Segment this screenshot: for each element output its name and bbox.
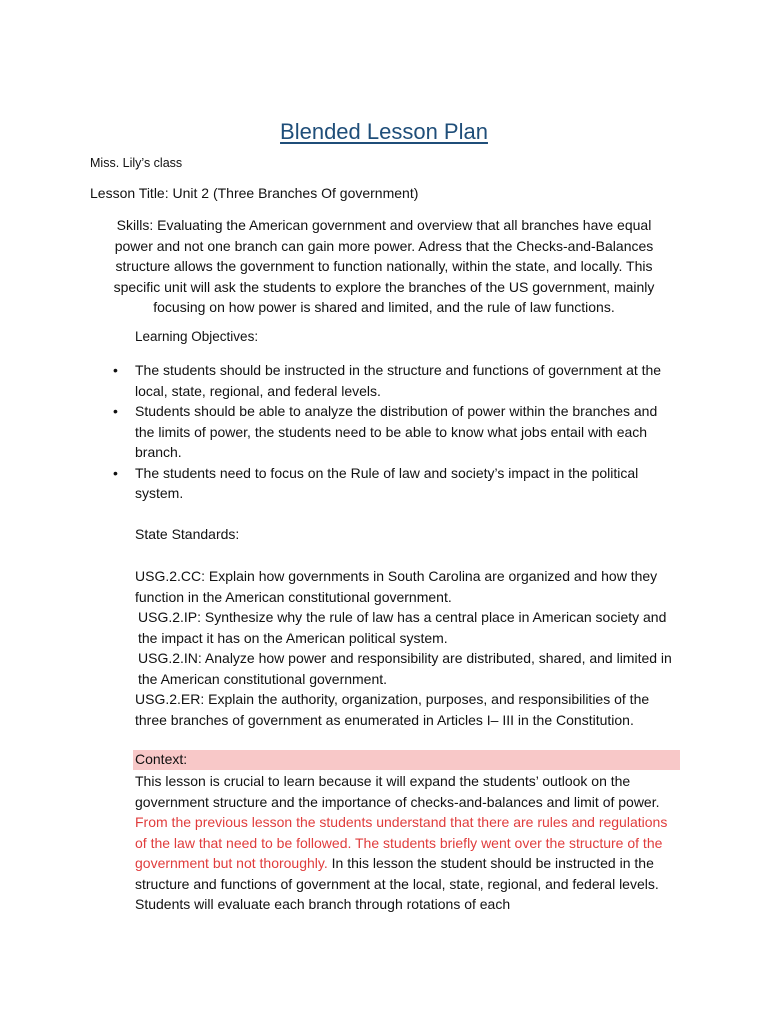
bullet-icon: • — [113, 362, 118, 378]
class-name: Miss. Lily’s class — [90, 156, 183, 170]
objective-text: Students should be able to analyze the distribution of power within the branches and the limits of power, the students need to be able to know what jobs entail with each branch. — [135, 403, 658, 460]
context-text: This lesson is crucial to learn because it will expand the students’ outlook on the government structure and the importance of checks-and-balances and limit of power. — [135, 773, 660, 810]
lesson-title: Lesson Title: Unit 2 (Three Branches Of government) — [90, 185, 419, 201]
standard-item: USG.2.IN: Analyze how power and responsibility are distributed, shared, and limited in the American constitutional government. — [138, 650, 672, 687]
list-item — [113, 360, 675, 401]
state-standards-list — [135, 566, 675, 730]
standard-item: USG.2.IP: Synthesize why the rule of law has a central place in American society and the impact it has on the American political system. — [138, 609, 667, 646]
document-title: Blended Lesson Plan — [280, 119, 488, 144]
objective-text: The students need to focus on the Rule of law and society’s impact in the political system. — [135, 464, 639, 501]
bullet-icon: • — [113, 464, 118, 481]
context-text-red: From the previous lesson the students understand that there are rules and regulations of the law that need to be followed. The students briefly went over the structure of the government but not thoroughly. — [135, 814, 668, 871]
list-item — [113, 463, 675, 504]
skills-paragraph: Skills: Evaluating the American government and overview that all branches have equal power and not one branch can gain more power. Adress that the Checks-and-Balances structure allows the government to function nationally, within the state, and locally. This specific unit will ask the students to explore the branches of the US government, mainly focusing on how power is shared and limited, and the rule of law functions. — [113, 217, 655, 315]
standard-item: USG.2.CC: Explain how governments in South Carolina are organized and how they function in the American constitutional government. — [135, 568, 658, 605]
learning-objectives-heading: Learning Objectives: — [135, 329, 259, 344]
context-heading: Context: — [135, 751, 188, 767]
state-standards-heading: State Standards: — [135, 526, 240, 542]
context-text: In this lesson the student should be instructed in the structure and functions of government at the local, state, regional, and federal levels. Students will evaluate each branch through rotations of each — [135, 855, 659, 912]
standard-item: USG.2.ER: Explain the authority, organization, purposes, and responsibilities of the three branches of government as enumerated in Articles I– III in the Constitution. — [135, 691, 650, 728]
list-item — [113, 401, 675, 463]
objective-text: The students should be instructed in the structure and functions of government at the local, state, regional, and federal levels. — [135, 362, 662, 399]
context-paragraph — [135, 771, 677, 915]
learning-objectives-list — [113, 360, 675, 504]
context-highlight — [133, 750, 680, 770]
bullet-icon: • — [113, 403, 118, 419]
